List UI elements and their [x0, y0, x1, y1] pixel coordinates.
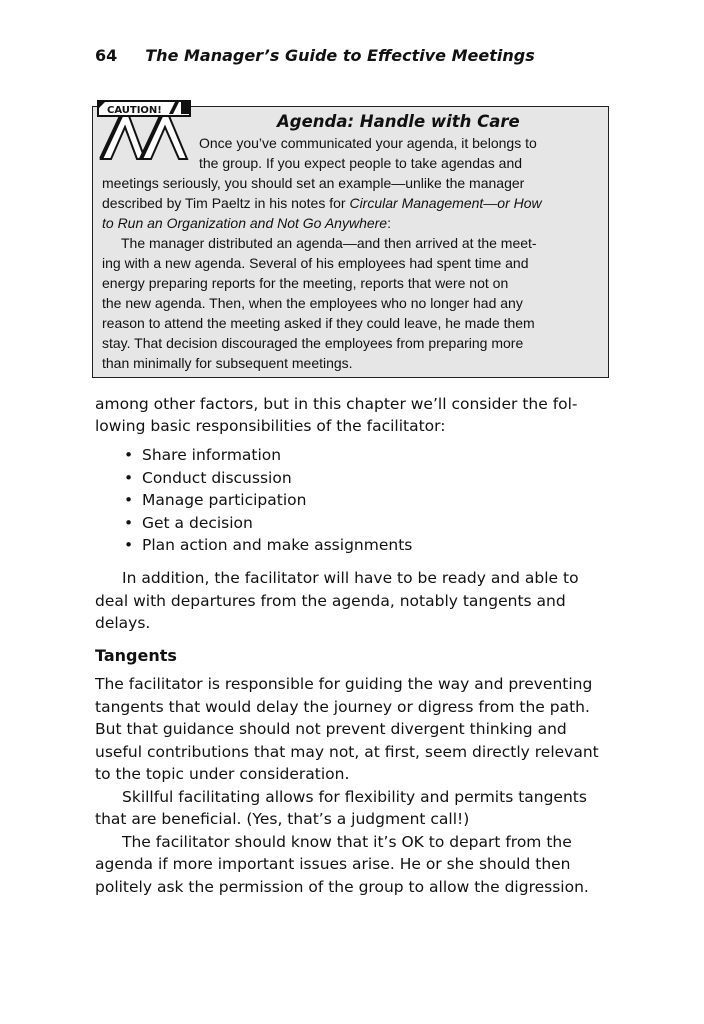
sidebar-text-line: stay. That decision discouraged the employees from preparing more	[102, 335, 524, 351]
section-heading: Tangents	[95, 646, 177, 665]
book-title-italic: Circular Management—or How	[349, 195, 542, 211]
body-text-line: among other factors, but in this chapter we’ll consider the fol-	[95, 395, 578, 413]
body-text-line: deal with departures from the agenda, notably tangents and	[95, 592, 566, 610]
sidebar-text-line: Once you’ve communicated your agenda, it belongs to	[199, 135, 537, 151]
list-item: • Plan action and make assignments	[124, 534, 412, 557]
sidebar-text-line: the new agenda. Then, when the employees who no longer had any	[102, 295, 523, 311]
sidebar-text-line: meetings seriously, you should set an example—unlike the manager	[102, 175, 525, 191]
sidebar-text-line: reason to attend the meeting asked if they could leave, he made them	[102, 315, 535, 331]
caution-label: CAUTION!	[107, 105, 162, 116]
body-text-line: The facilitator should know that it’s OK to depart from the	[122, 833, 572, 851]
list-item: • Manage participation	[124, 489, 412, 512]
body-text-line: delays.	[95, 614, 151, 632]
sidebar-text-line: the group. If you expect people to take agendas and	[199, 155, 523, 171]
body-text-line: In addition, the facilitator will have to be ready and able to	[122, 569, 579, 587]
sidebar-text-line	[102, 213, 391, 233]
body-text-line: that are beneficial. (Yes, that’s a judgment call!)	[95, 810, 470, 828]
list-item: • Share information	[124, 444, 412, 467]
body-text-line: useful contributions that may not, at first, seem directly relevant	[95, 743, 599, 761]
running-title: The Manager’s Guide to Effective Meetings	[145, 46, 535, 65]
body-text-line: lowing basic responsibilities of the facilitator:	[95, 417, 446, 435]
page-number: 64	[95, 46, 118, 65]
body-text-line: politely ask the permission of the group to allow the digression.	[95, 878, 589, 896]
caution-sign-icon	[95, 99, 191, 163]
body-text-line: But that guidance should not prevent divergent thinking and	[95, 720, 567, 738]
list-item: • Get a decision	[124, 512, 412, 535]
body-text-line: tangents that would delay the journey or digress from the path.	[95, 698, 590, 716]
sidebar-text-line: than minimally for subsequent meetings.	[102, 355, 353, 371]
caution-sidebar	[92, 106, 609, 378]
sidebar-text-line: ing with a new agenda. Several of his employees had spent time and	[102, 255, 529, 271]
sidebar-text-line: The manager distributed an agenda—and then arrived at the meet-	[121, 235, 537, 251]
body-text-line: agenda if more important issues arise. He or she should then	[95, 855, 571, 873]
running-header	[95, 46, 535, 65]
sidebar-title: Agenda: Handle with Care	[277, 112, 520, 131]
sidebar-text-segment: described by Tim Paeltz in his notes for	[102, 195, 350, 211]
book-title-italic: to Run an Organization and Not Go Anywhere	[102, 215, 388, 231]
sidebar-text-line: energy preparing reports for the meeting, reports that were not on	[102, 275, 509, 291]
sidebar-text-segment: :	[387, 215, 391, 231]
sidebar-text-line	[102, 193, 542, 213]
body-text-line: The facilitator is responsible for guiding the way and preventing	[95, 675, 593, 693]
list-item: • Conduct discussion	[124, 467, 412, 490]
body-text-line: to the topic under consideration.	[95, 765, 350, 783]
body-text-line: Skillful facilitating allows for flexibility and permits tangents	[122, 788, 587, 806]
responsibilities-list	[124, 444, 412, 557]
